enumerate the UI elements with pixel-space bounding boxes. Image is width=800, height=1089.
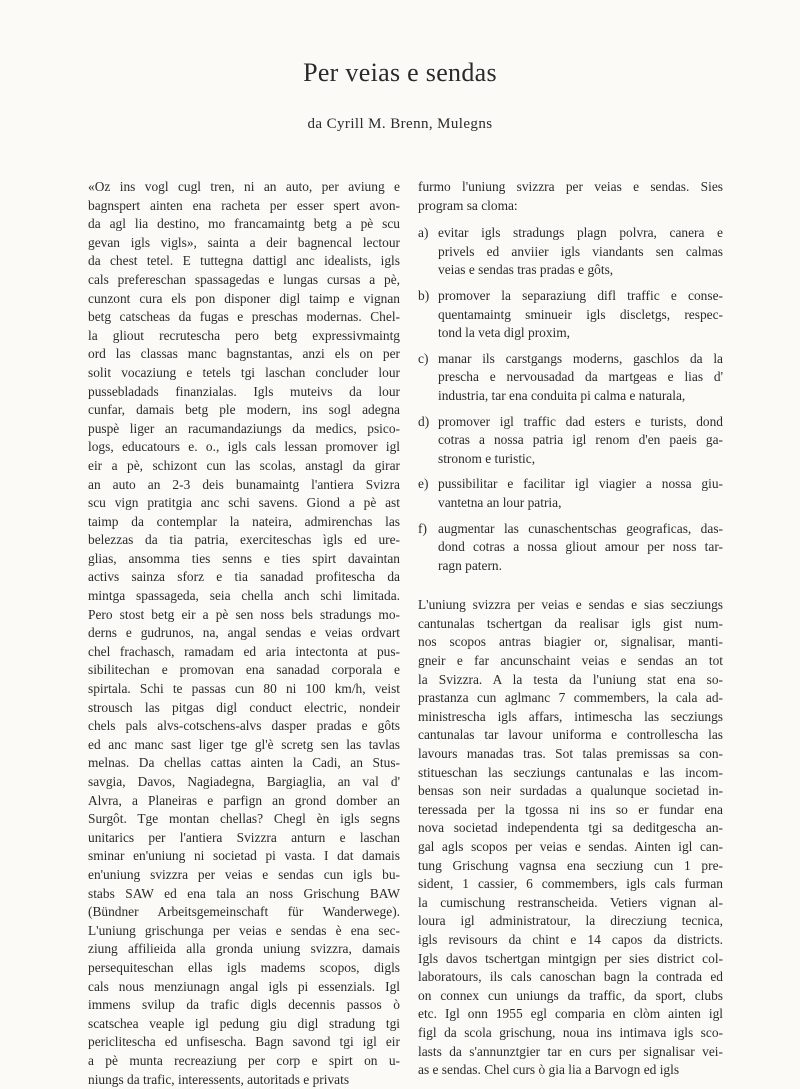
text-line: L'uniung grischunga per veias e sendas è ena sec-	[88, 922, 400, 941]
text-line: stabs SAW ed ena tala an noss Grischung BAW	[88, 885, 400, 904]
text-line: quentamaintg sminueir igls discletgs, respec-	[438, 306, 723, 325]
text-line: lavours manadas tras. Sot talas premissas sa con-	[418, 745, 723, 764]
text-line: promover igl traffic dad esters e turists, dond	[438, 413, 723, 432]
text-line: loura igl administratour, la direcziung tecnica,	[418, 912, 723, 931]
text-line: cals prefereschan spassagedas e lungas cursas a pè,	[88, 271, 400, 290]
text-line: la Svizzra. A la testa da l'uniung stat ena so-	[418, 671, 723, 690]
text-line: en'uniung svizzra per veias e sendas cun igls bu-	[88, 866, 400, 885]
text-line: pussebladads finanzialas. Igls muteivs da lour	[88, 383, 400, 402]
text-line: laboratours, ils cals canoschan bagn la contrada ed	[418, 968, 723, 987]
text-line: savgia, Davos, Nagiadegna, Bargiaglia, an val d'	[88, 773, 400, 792]
list-item-text	[438, 224, 723, 280]
text-line: derns e gudrunos, na, angal sendas e veias ordvart	[88, 624, 400, 643]
list-marker: f)	[418, 520, 438, 576]
text-line: mintga spassageda, seia chella anch schi limitada.	[88, 587, 400, 606]
text-line: sident, 1 cassier, 6 commembers, igls cals furman	[418, 875, 723, 894]
text-line: cantunalas tar lavour uniforma e controllescha las	[418, 726, 723, 745]
program-item	[418, 224, 723, 280]
text-line: bagnspert ainten ena racheta per esser spert avon-	[88, 197, 400, 216]
list-marker: c)	[418, 350, 438, 406]
text-line: sminar en'uniung ni societad pi vasta. I dat damais	[88, 847, 400, 866]
text-line: prastanza cun aglmanc 7 commembers, la cala ad-	[418, 689, 723, 708]
article-byline: da Cyrill M. Brenn, Mulegns	[0, 116, 800, 133]
text-line: manar ils carstgangs moderns, gaschlos da la	[438, 350, 723, 369]
text-line: industria, tar ena conduita pi calma e naturala,	[438, 387, 723, 406]
text-line: cotras a nossa patria igl renom d'en paeis ga-	[438, 431, 723, 450]
program-item	[418, 350, 723, 406]
text-line: ed anc manc sast liger tge gl'è scretg sen las tavlas	[88, 736, 400, 755]
text-line: sibilitechan e promovan ena sanadad corporala e	[88, 661, 400, 680]
text-line: logs, educatours e. o., igls cals lessan promover igl	[88, 438, 400, 457]
text-line: augmentar las cunaschentschas geograficas, das-	[438, 520, 723, 539]
text-line: la gliout recrutescha pero betg expressivmaintg	[88, 327, 400, 346]
text-line: on connex cun uniungs da traffic, da sport, clubs	[418, 987, 723, 1006]
text-line: spirtala. Schi te passas cun 80 ni 100 km/h, veist	[88, 680, 400, 699]
text-line: program sa cloma:	[418, 197, 723, 216]
text-line: lasts da s'annunztgier tar en curs per signalisar vei-	[418, 1043, 723, 1062]
text-line: chels pals alvs-cotschens-alvs dasper pradas e gôts	[88, 717, 400, 736]
text-line: ord las classas manc bagnstantas, anzi els on per	[88, 345, 400, 364]
text-line: ministrescha igls affars, intimescha las secziungs	[418, 708, 723, 727]
text-line: gal agls scopos per veias e sendas. Ainten igl can-	[418, 838, 723, 857]
program-item	[418, 520, 723, 576]
program-item	[418, 413, 723, 469]
list-item-text	[438, 413, 723, 469]
text-line: as e sendas. Chel curs ò gia lia a Barvogn ed igls	[418, 1061, 723, 1080]
text-line: L'uniung svizzra per veias e sendas e sias secziungs	[418, 596, 723, 615]
text-line: nos scopos antras biagier or, signalisar, manti-	[418, 633, 723, 652]
text-line: an auto an 2-3 deis bunamaintg l'antiera Svizra	[88, 476, 400, 495]
text-line: Igls davos tschertgan mintgign per sies district col-	[418, 950, 723, 969]
program-list	[418, 224, 723, 575]
text-line: «Oz ins vogl cugl tren, ni an auto, per aviung e	[88, 178, 400, 197]
text-line: vantetna an lour patria,	[438, 494, 723, 513]
text-line: ziung affilieida alla gronda uniung svizzra, damais	[88, 940, 400, 959]
text-line: prescha e nervousadad da martgeas e lias d'	[438, 368, 723, 387]
list-marker: e)	[418, 475, 438, 512]
text-line: unitarics per l'antiera Svizzra anturn e laschan	[88, 829, 400, 848]
text-line: gevan igls vigls», sainta a deir bagnencal lectour	[88, 234, 400, 253]
text-line: cunzont cura els pon disponer digl taimp e vignan	[88, 290, 400, 309]
text-line: stronom e turistic,	[438, 450, 723, 469]
text-line: belezzas da tia patria, exerciteschas ìgls ed ure-	[88, 531, 400, 550]
text-line: nova societad independenta tgi sa deditgescha an-	[418, 819, 723, 838]
list-marker: a)	[418, 224, 438, 280]
text-line: taimp da contemplar la nateira, admirenchas las	[88, 513, 400, 532]
list-marker: d)	[418, 413, 438, 469]
text-line: gneir e far ancunschaint veias e sendas an tot	[418, 652, 723, 671]
list-item-text	[438, 287, 723, 343]
text-line: cals nous menziunagn angal igls pi essenzials. Igl	[88, 978, 400, 997]
text-line: (Bündner Arbeitsgemeinschaft für Wanderwege).	[88, 903, 400, 922]
text-line: eir a pè, schizont cun las scolas, anstagl da girar	[88, 457, 400, 476]
text-line: bensas son neir surdadas a qualunque societad in-	[418, 782, 723, 801]
list-item-text	[438, 350, 723, 406]
text-line: stitueschan las secziungs cantunalas e las incom-	[418, 764, 723, 783]
text-line: cantunalas tschertgan da realisar igls gist num-	[418, 615, 723, 634]
text-line: glias, ansomma ties senns e ties spirt davaintan	[88, 550, 400, 569]
text-line: da chest tetel. E tuttegna dattigl anc idealists, igls	[88, 252, 400, 271]
text-line: a pè munta recreaziung per corp e spirt on u-	[88, 1052, 400, 1071]
article-title: Per veias e sendas	[0, 58, 800, 88]
text-line: la cumischung restranscheida. Vetiers vignan al-	[418, 894, 723, 913]
text-line: immens svilup da trafic digls decennis passos ò	[88, 996, 400, 1015]
text-line: veias e sendas tras pradas e gôts,	[438, 261, 723, 280]
text-line: cunfar, damais betg ple modern, ins sogl adegna	[88, 401, 400, 420]
text-line: tond la veta digl proxim,	[438, 324, 723, 343]
text-line: solit vocaziung e tetels tgi laschan concluder lour	[88, 364, 400, 383]
text-line: tung Grischung vagnsa ena secziung cun 1 pre-	[418, 857, 723, 876]
text-line: figl da scola grischung, noua ins intimava igls sco-	[418, 1024, 723, 1043]
right-column	[418, 178, 723, 1080]
closing-paragraph	[418, 596, 723, 1079]
left-column	[88, 178, 400, 1089]
text-line: dond cotras a nossa gliout amour per noss tar-	[438, 538, 723, 557]
program-item	[418, 287, 723, 343]
text-line: pussibilitar e facilitar igl viagier a nossa giu-	[438, 475, 723, 494]
list-marker: b)	[418, 287, 438, 343]
text-line: periclitescha ed unfisescha. Bagn savond tgi igl eir	[88, 1033, 400, 1052]
text-line: ragn patern.	[438, 557, 723, 576]
list-item-text	[438, 475, 723, 512]
text-line: betg catscheas da fugas e preschas modernas. Chel-	[88, 308, 400, 327]
text-line: privels ed anviier igls viandants sen calmas	[438, 243, 723, 262]
text-line: strousch las pitgas digl conduct electric, nondeir	[88, 699, 400, 718]
text-line: niungs da trafic, interessents, autoritads e privats	[88, 1071, 400, 1089]
text-line: activs sainza sforz e tia sanadad profitescha da	[88, 568, 400, 587]
text-line: teressada per la tgossa ni ins so er fundar ena	[418, 801, 723, 820]
program-intro	[418, 178, 723, 215]
text-line: evitar igls stradungs plagn polvra, canera e	[438, 224, 723, 243]
text-line: furmo l'uniung svizzra per veias e sendas. Sies	[418, 178, 723, 197]
program-item	[418, 475, 723, 512]
list-item-text	[438, 520, 723, 576]
text-line: melnas. Da chellas cattas ainten la Cadi, an Stus-	[88, 754, 400, 773]
text-line: puspè liger an racumandaziungs da medics, psico-	[88, 420, 400, 439]
text-line: persequiteschan ellas igls madems scopos, digls	[88, 959, 400, 978]
text-line: Surgôt. Tge montan chellas? Chegl èn igls segns	[88, 810, 400, 829]
text-line: etc. Igl onn 1955 egl comparia en clòm ainten igl	[418, 1005, 723, 1024]
text-line: Pero stost betg eir a pè sen noss bels stradungs mo-	[88, 606, 400, 625]
text-line: chel frachasch, ramadam ed aria intectonta at pus-	[88, 643, 400, 662]
text-line: scu vign pratitgia anc schi savens. Giond a pè ast	[88, 494, 400, 513]
text-line: promover la separaziung difl traffic e conse-	[438, 287, 723, 306]
text-line: igls revisours da chint e 14 capos da districts.	[418, 931, 723, 950]
text-line: Alvra, a Planeiras e parfign an grond domber an	[88, 792, 400, 811]
text-line: scatschea veaple igl pedung giu digl stradung tgi	[88, 1015, 400, 1034]
text-line: da agl lia destino, mo francamaintg betg a pè scu	[88, 215, 400, 234]
